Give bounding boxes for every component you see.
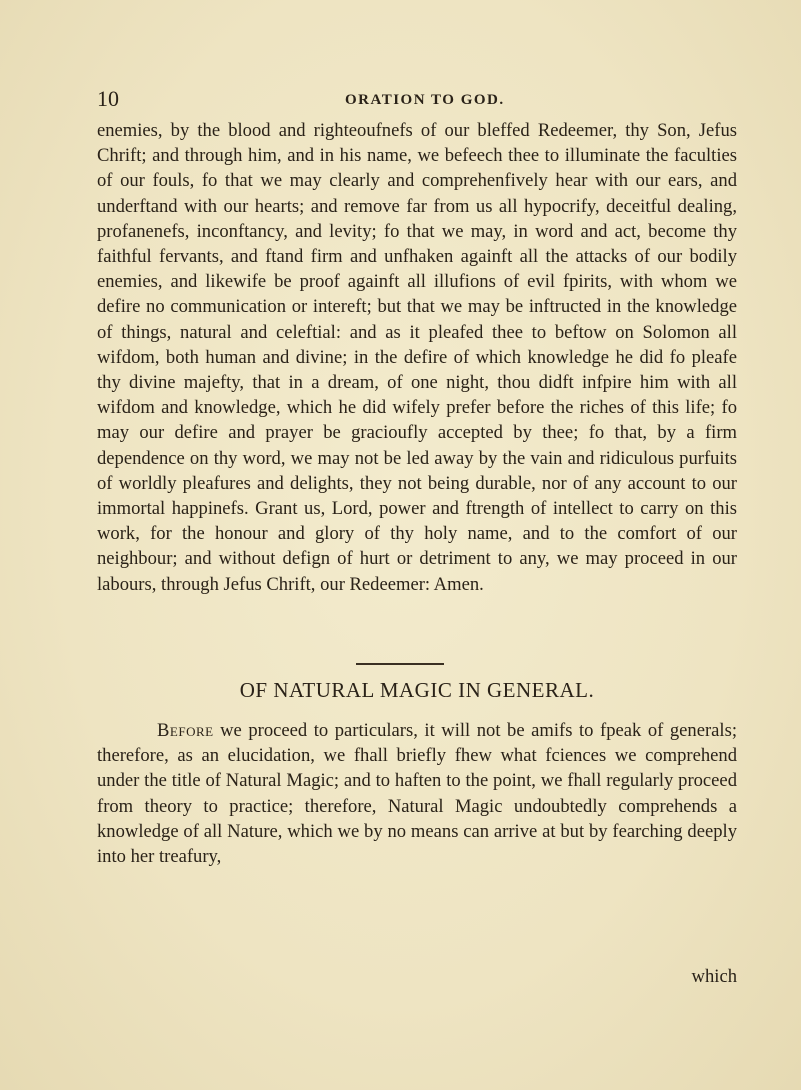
section-heading: OF NATURAL MAGIC IN GENERAL.	[239, 678, 595, 702]
lead-word: Before	[157, 720, 214, 741]
running-head: ORATION TO GOD.	[345, 92, 505, 108]
section-divider	[356, 663, 444, 665]
section-text	[97, 718, 737, 869]
prayer-text	[97, 118, 737, 597]
section-paragraph	[97, 718, 737, 869]
prayer-paragraph: enemies, by the blood and righteoufnefs of our bleffed Redeemer, thy Son, Jefus Chrift; and through him, and in his name, we befeech thee to illuminate the faculties of our fouls, fo that we may clearly and comprehenfively hear with our ears, and underftand with our hearts; and remove far from us all hypocrify, deceitful dealing, profanenefs, inconftancy, and levity; fo that we may, in word and act, become thy faithful fervants, and ftand firm and unfhaken againft all the attacks of our bodily enemies, and likewife be proof againft all illufions of evil fpirits, with whom we defire no communication or intereft; but that we may be inftructed in the knowledge of things, natural and celeftial: and as it pleafed thee to beftow on Solomon all wifdom, both human and divine; in the defire of which knowledge he did fo pleafe thy divine majefty, that in a dream, of one night, thou didft infpire him with all wifdom and knowledge, which he did wifely prefer before the riches of this life; fo may our defire and prayer be gracioufly accepted by thee; fo that, by a firm dependence on thy word, we may not be led away by the vain and ridiculous purfuits of worldly pleafures and delights, they not being durable, nor of any account to our immortal happinefs. Grant us, Lord, power and ftrength of intellect to carry on this work, for the honour and glory of thy holy name, and to the comfort of our neighbour; and without defign of hurt or detriment to any, we may proceed in our labours, through Jefus Chrift, our Redeemer: Amen.	[97, 120, 737, 595]
page-number: 10	[97, 86, 119, 111]
catchword: which	[691, 966, 737, 987]
section-paragraph-rest: we proceed to particulars, it will not be amifs to fpeak of generals; therefore, as an elucidation, we fhall briefly fhew what fciences we comprehend under the title of Natural Magic; and to haften to the point, we fhall regularly proceed from theory to practice; therefore, Natural Magic undoubtedly comprehends a knowledge of all Nature, which we by no means can arrive at but by fearching deeply into her treafury,	[97, 720, 737, 868]
page-header	[97, 86, 737, 116]
